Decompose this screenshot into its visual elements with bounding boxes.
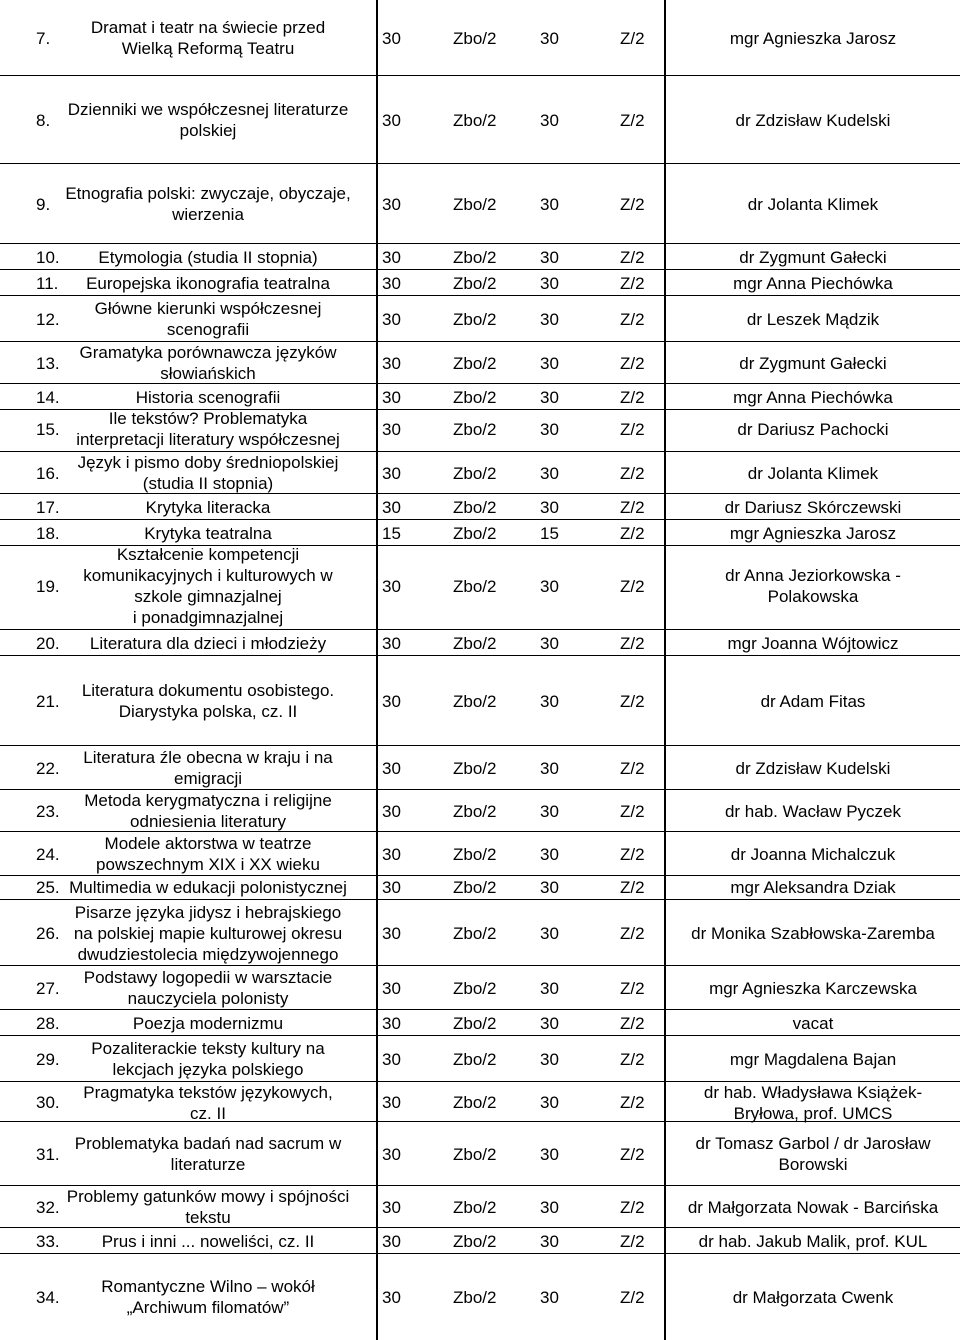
form-summer: Z/2: [620, 274, 645, 293]
course-title: Etnografia polski: zwyczaje, obyczaje,: [65, 184, 351, 203]
form-summer: Z/2: [620, 248, 645, 267]
lecturer-name: dr Zygmunt Gałecki: [739, 354, 887, 373]
hours-winter: 30: [382, 1093, 401, 1112]
hours-winter: 30: [382, 111, 401, 130]
lecturer-name: mgr Anna Piechówka: [733, 274, 893, 293]
course-number: 24.: [36, 845, 60, 864]
form-winter: Zbo/2: [453, 1050, 497, 1069]
hours-summer: 30: [540, 924, 559, 943]
hours-winter: 30: [382, 248, 401, 267]
course-title: (studia II stopnia): [142, 474, 274, 493]
course-title: literaturze: [170, 1155, 246, 1174]
course-number: 13.: [36, 354, 60, 373]
course-number: 23.: [36, 802, 60, 821]
form-winter: Zbo/2: [453, 692, 497, 711]
form-winter: Zbo/2: [453, 195, 497, 214]
form-winter: Zbo/2: [453, 524, 497, 543]
course-title: Dzienniki we współczesnej literaturze: [67, 100, 349, 119]
hours-summer: 30: [540, 1014, 559, 1033]
form-summer: Z/2: [620, 1145, 645, 1164]
lecturer-name: dr Dariusz Skórczewski: [724, 498, 902, 517]
course-number: 25.: [36, 878, 60, 897]
hours-winter: 30: [382, 388, 401, 407]
form-summer: Z/2: [620, 1232, 645, 1251]
course-number: 11.: [36, 274, 59, 293]
form-winter: Zbo/2: [453, 924, 497, 943]
course-title: tekstu: [185, 1208, 231, 1227]
course-title: powszechnym XIX i XX wieku: [96, 855, 320, 874]
table-row: [0, 244, 960, 270]
lecturer-name: dr Joanna Michalczuk: [730, 845, 896, 864]
form-winter: Zbo/2: [453, 979, 497, 998]
hours-summer: 30: [540, 802, 559, 821]
course-number: 18.: [36, 524, 60, 543]
lecturer-name: mgr Agnieszka Jarosz: [729, 524, 897, 543]
hours-summer: 30: [540, 388, 559, 407]
hours-winter: 30: [382, 29, 401, 48]
lecturer-name: dr Małgorzata Cwenk: [732, 1288, 894, 1307]
course-title: Metoda kerygmatyczna i religijne: [84, 791, 332, 810]
hours-summer: 30: [540, 878, 559, 897]
hours-winter: 30: [382, 759, 401, 778]
course-title: Poezja modernizmu: [132, 1014, 284, 1033]
course-number: 32.: [36, 1198, 60, 1217]
course-number: 8.: [36, 111, 51, 130]
course-title: Krytyka literacka: [145, 498, 271, 517]
course-title: „Archiwum filomatów”: [126, 1298, 290, 1317]
course-number: 27.: [36, 979, 60, 998]
course-title: Podstawy logopedii w warsztacie: [83, 968, 333, 987]
form-summer: Z/2: [620, 634, 645, 653]
table-row: [0, 966, 960, 1010]
course-title: Multimedia w edukacji polonistycznej: [69, 878, 347, 897]
course-title: Literatura źle obecna w kraju i na: [83, 748, 333, 767]
lecturer-name: mgr Agnieszka Jarosz: [729, 29, 897, 48]
table-row: [0, 746, 960, 790]
hours-winter: 30: [382, 498, 401, 517]
hours-summer: 30: [540, 195, 559, 214]
hours-summer: 30: [540, 1232, 559, 1251]
lecturer-name: dr Jolanta Klimek: [747, 464, 879, 483]
course-title: Pozaliterackie teksty kultury na: [91, 1039, 325, 1058]
course-title: lekcjach języka polskiego: [112, 1060, 304, 1079]
hours-summer: 30: [540, 310, 559, 329]
hours-winter: 30: [382, 195, 401, 214]
table-row: [0, 494, 960, 520]
course-title: Prus i inni ... noweliści, cz. II: [101, 1232, 315, 1251]
lecturer-name: dr Małgorzata Nowak - Barcińska: [687, 1198, 939, 1217]
course-title: Historia scenografii: [135, 388, 281, 407]
form-summer: Z/2: [620, 1014, 645, 1033]
course-title: nauczyciela polonisty: [127, 989, 289, 1008]
table-row: [0, 76, 960, 164]
course-number: 26.: [36, 924, 60, 943]
hours-summer: 30: [540, 498, 559, 517]
hours-winter: 30: [382, 802, 401, 821]
form-winter: Zbo/2: [453, 111, 497, 130]
hours-summer: 30: [540, 1050, 559, 1069]
course-title: Krytyka teatralna: [144, 524, 272, 543]
hours-winter: 30: [382, 420, 401, 439]
table-row: [0, 270, 960, 296]
course-title: Modele aktorstwa w teatrze: [104, 834, 312, 853]
table-row: [0, 1186, 960, 1228]
hours-summer: 30: [540, 464, 559, 483]
hours-winter: 30: [382, 1050, 401, 1069]
table-row: [0, 342, 960, 384]
course-number: 29.: [36, 1050, 60, 1069]
course-title: scenografii: [166, 320, 250, 339]
form-winter: Zbo/2: [453, 388, 497, 407]
form-summer: Z/2: [620, 692, 645, 711]
lecturer-name: dr Zygmunt Gałecki: [739, 248, 887, 267]
course-number: 10.: [36, 248, 60, 267]
form-summer: Z/2: [620, 979, 645, 998]
hours-summer: 30: [540, 274, 559, 293]
form-winter: Zbo/2: [453, 634, 497, 653]
form-winter: Zbo/2: [453, 1014, 497, 1033]
table-row: [0, 790, 960, 832]
lecturer-name: Borowski: [778, 1155, 848, 1174]
hours-summer: 30: [540, 1093, 559, 1112]
table-row: [0, 1036, 960, 1082]
course-title: odniesienia literatury: [130, 812, 286, 831]
hours-summer: 30: [540, 634, 559, 653]
course-title: szkole gimnazjalnej: [134, 587, 282, 606]
course-title: Wielką Reformą Teatru: [121, 39, 295, 58]
hours-summer: 30: [540, 577, 559, 596]
lecturer-name: Polakowska: [767, 587, 859, 606]
table-row: [0, 1254, 960, 1340]
hours-summer: 30: [540, 248, 559, 267]
course-title: Gramatyka porównawcza języków: [79, 343, 337, 362]
hours-summer: 30: [540, 1145, 559, 1164]
lecturer-name: dr Monika Szabłowska-Zaremba: [691, 924, 935, 943]
course-title: Kształcenie kompetencji: [116, 545, 300, 564]
hours-summer: 30: [540, 29, 559, 48]
table-row: [0, 296, 960, 342]
hours-winter: 30: [382, 274, 401, 293]
form-summer: Z/2: [620, 464, 645, 483]
form-winter: Zbo/2: [453, 420, 497, 439]
table-row: [0, 164, 960, 244]
course-title: Romantyczne Wilno – wokół: [101, 1277, 315, 1296]
lecturer-name: dr hab. Jakub Malik, prof. KUL: [698, 1232, 928, 1251]
form-winter: Zbo/2: [453, 310, 497, 329]
course-title: słowiańskich: [160, 364, 256, 383]
hours-winter: 30: [382, 1198, 401, 1217]
form-winter: Zbo/2: [453, 274, 497, 293]
hours-winter: 30: [382, 634, 401, 653]
course-number: 31.: [36, 1145, 60, 1164]
form-summer: Z/2: [620, 354, 645, 373]
table-row: [0, 0, 960, 76]
lecturer-name: dr Adam Fitas: [760, 692, 866, 711]
course-title: Język i pismo doby średniopolskiej: [77, 453, 339, 472]
course-title: na polskiej mapie kulturowej okresu: [73, 924, 343, 943]
course-number: 9.: [36, 195, 51, 214]
course-title: emigracji: [173, 769, 243, 788]
hours-winter: 30: [382, 924, 401, 943]
form-winter: Zbo/2: [453, 354, 497, 373]
form-summer: Z/2: [620, 29, 645, 48]
form-summer: Z/2: [620, 878, 645, 897]
course-title: Literatura dokumentu osobistego.: [81, 681, 335, 700]
course-number: 15.: [36, 420, 60, 439]
course-title: polskiej: [179, 121, 237, 140]
course-title: komunikacyjnych i kulturowych w: [83, 566, 333, 585]
lecturer-name: dr Zdzisław Kudelski: [735, 759, 891, 778]
course-number: 20.: [36, 634, 60, 653]
hours-winter: 30: [382, 1014, 401, 1033]
course-number: 19.: [36, 577, 60, 596]
course-title: Problemy gatunków mowy i spójności: [66, 1187, 350, 1206]
lecturer-name: vacat: [792, 1014, 834, 1033]
course-number: 34.: [36, 1288, 60, 1307]
course-number: 17.: [36, 498, 60, 517]
lecturer-name: dr Dariusz Pachocki: [737, 420, 889, 439]
lecturer-name: mgr Magdalena Bajan: [729, 1050, 897, 1069]
column-divider: [664, 0, 666, 1340]
form-winter: Zbo/2: [453, 464, 497, 483]
form-summer: Z/2: [620, 845, 645, 864]
lecturer-name: dr Jolanta Klimek: [747, 195, 879, 214]
hours-winter: 30: [382, 1232, 401, 1251]
hours-summer: 30: [540, 420, 559, 439]
form-winter: Zbo/2: [453, 1145, 497, 1164]
form-summer: Z/2: [620, 310, 645, 329]
lecturer-name: dr hab. Władysława Książek-: [703, 1083, 923, 1102]
course-number: 30.: [36, 1093, 60, 1112]
hours-winter: 30: [382, 354, 401, 373]
hours-summer: 30: [540, 759, 559, 778]
form-winter: Zbo/2: [453, 577, 497, 596]
course-number: 16.: [36, 464, 60, 483]
course-number: 7.: [36, 29, 51, 48]
hours-winter: 30: [382, 577, 401, 596]
hours-winter: 30: [382, 692, 401, 711]
hours-winter: 15: [382, 524, 401, 543]
lecturer-name: mgr Joanna Wójtowicz: [727, 634, 899, 653]
form-winter: Zbo/2: [453, 759, 497, 778]
form-winter: Zbo/2: [453, 1198, 497, 1217]
form-summer: Z/2: [620, 498, 645, 517]
course-title: Literatura dla dzieci i młodzieży: [89, 634, 327, 653]
course-title: Pisarze języka jidysz i hebrajskiego: [74, 903, 342, 922]
form-summer: Z/2: [620, 420, 645, 439]
table-row: [0, 630, 960, 656]
form-summer: Z/2: [620, 577, 645, 596]
lecturer-name: Bryłowa, prof. UMCS: [733, 1104, 893, 1123]
table-row: [0, 874, 960, 900]
form-winter: Zbo/2: [453, 802, 497, 821]
form-winter: Zbo/2: [453, 878, 497, 897]
hours-winter: 30: [382, 1145, 401, 1164]
table-row: [0, 1228, 960, 1254]
course-title: Problematyka badań nad sacrum w: [74, 1134, 342, 1153]
table-row: [0, 406, 960, 452]
course-title: i ponadgimnazjalnej: [132, 608, 284, 627]
form-winter: Zbo/2: [453, 845, 497, 864]
lecturer-name: dr hab. Wacław Pyczek: [724, 802, 902, 821]
course-title: interpretacji literatury współczesnej: [76, 430, 340, 449]
form-summer: Z/2: [620, 388, 645, 407]
table-row: [0, 542, 960, 630]
hours-summer: 30: [540, 979, 559, 998]
form-winter: Zbo/2: [453, 498, 497, 517]
form-summer: Z/2: [620, 1050, 645, 1069]
hours-summer: 30: [540, 111, 559, 130]
form-summer: Z/2: [620, 1288, 645, 1307]
course-title: Etymologia (studia II stopnia): [98, 248, 318, 267]
lecturer-name: mgr Agnieszka Karczewska: [709, 979, 917, 998]
hours-summer: 30: [540, 845, 559, 864]
form-winter: Zbo/2: [453, 1288, 497, 1307]
table-row: [0, 900, 960, 966]
course-number: 21.: [36, 692, 60, 711]
course-number: 22.: [36, 759, 60, 778]
table-row: [0, 452, 960, 494]
form-summer: Z/2: [620, 111, 645, 130]
hours-winter: 30: [382, 464, 401, 483]
course-title: Pragmatyka tekstów językowych,: [83, 1083, 333, 1102]
table-row: [0, 1010, 960, 1036]
course-title: dwudziestolecia międzywojennego: [77, 945, 339, 964]
table-row: [0, 1082, 960, 1122]
hours-winter: 30: [382, 310, 401, 329]
hours-winter: 30: [382, 878, 401, 897]
hours-summer: 30: [540, 1288, 559, 1307]
lecturer-name: mgr Anna Piechówka: [733, 388, 893, 407]
hours-winter: 30: [382, 1288, 401, 1307]
course-title: Ile tekstów? Problematyka: [108, 409, 308, 428]
lecturer-name: dr Tomasz Garbol / dr Jarosław: [695, 1134, 931, 1153]
course-number: 28.: [36, 1014, 60, 1033]
course-number: 12.: [36, 310, 60, 329]
lecturer-name: dr Leszek Mądzik: [746, 310, 880, 329]
hours-winter: 30: [382, 845, 401, 864]
form-summer: Z/2: [620, 1093, 645, 1112]
hours-summer: 30: [540, 354, 559, 373]
hours-summer: 30: [540, 692, 559, 711]
form-winter: Zbo/2: [453, 29, 497, 48]
lecturer-name: mgr Aleksandra Dziak: [730, 878, 896, 897]
form-summer: Z/2: [620, 195, 645, 214]
form-summer: Z/2: [620, 1198, 645, 1217]
form-summer: Z/2: [620, 524, 645, 543]
form-winter: Zbo/2: [453, 1232, 497, 1251]
hours-summer: 15: [540, 524, 559, 543]
lecturer-name: dr Anna Jeziorkowska -: [725, 566, 901, 585]
table-row: [0, 1122, 960, 1186]
table-row: [0, 832, 960, 876]
course-title: Główne kierunki współczesnej: [94, 299, 322, 318]
hours-winter: 30: [382, 979, 401, 998]
course-title: Dramat i teatr na świecie przed: [90, 18, 326, 37]
table-row: [0, 656, 960, 746]
course-title: cz. II: [190, 1104, 226, 1123]
course-title: Diarystyka polska, cz. II: [118, 702, 298, 721]
course-title: wierzenia: [172, 205, 244, 224]
column-divider: [376, 0, 378, 1340]
form-summer: Z/2: [620, 759, 645, 778]
hours-summer: 30: [540, 1198, 559, 1217]
course-number: 14.: [36, 388, 60, 407]
course-number: 33.: [36, 1232, 60, 1251]
course-title: Europejska ikonografia teatralna: [86, 274, 330, 293]
form-summer: Z/2: [620, 802, 645, 821]
form-summer: Z/2: [620, 924, 645, 943]
form-winter: Zbo/2: [453, 248, 497, 267]
lecturer-name: dr Zdzisław Kudelski: [735, 111, 891, 130]
form-winter: Zbo/2: [453, 1093, 497, 1112]
